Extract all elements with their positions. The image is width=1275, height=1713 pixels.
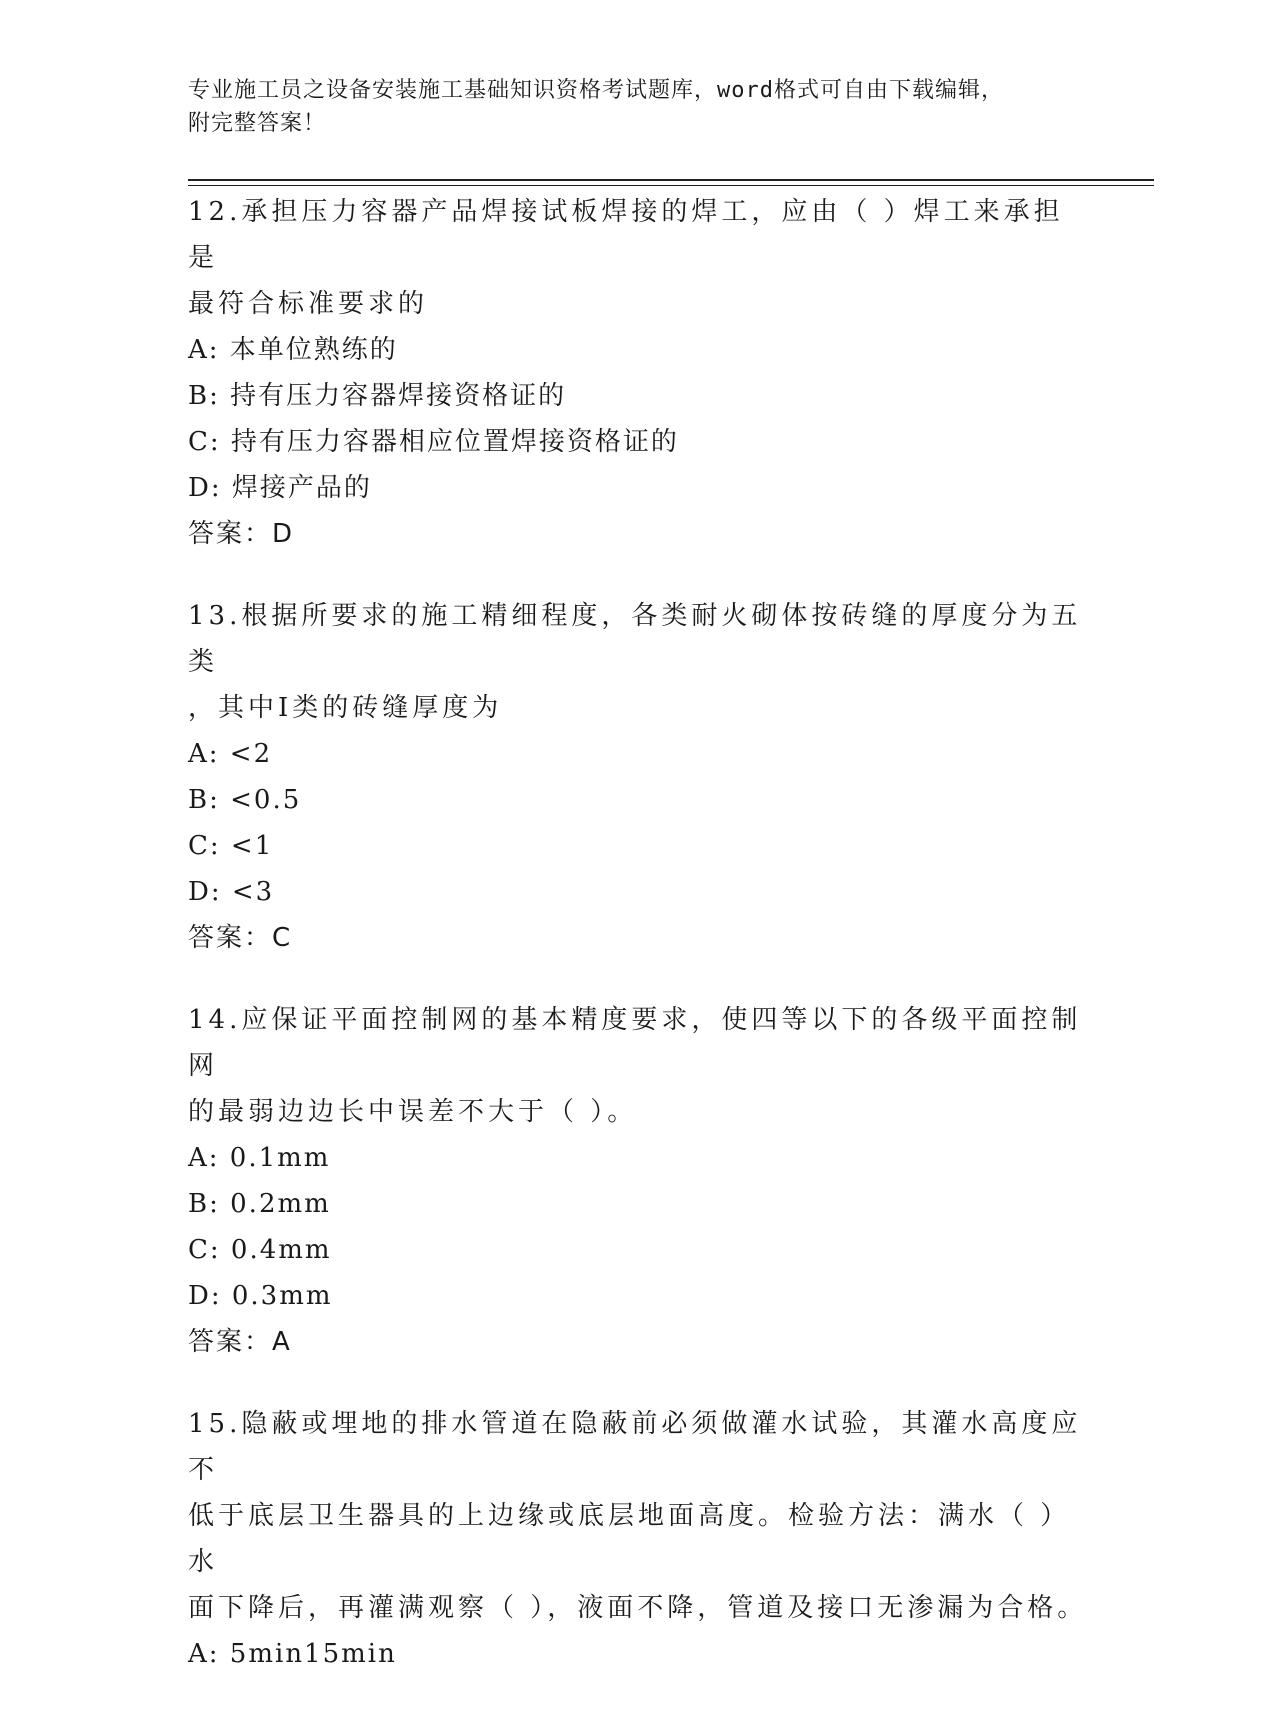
option-c: C: 0.4mm [188,1235,332,1265]
option-a: A: 0.1mm [188,1143,331,1173]
option-a: A: 本单位熟练的 [188,335,398,365]
answer-label: 答案：D [188,519,295,549]
question-stem-line: 的最弱边边长中误差不大于（ ）。 [188,1097,638,1127]
question-stem-line: 低于底层卫生器具的上边缘或底层地面高度。检验方法：满水（ ）水 [188,1501,1071,1577]
option-b: B: 0.2mm [188,1189,331,1219]
option-d: D: 0.3mm [188,1281,333,1311]
question-stem-line: 12.承担压力容器产品焊接试板焊接的焊工，应由（ ）焊工来承担是 [188,197,1064,273]
answer-label: 答案：A [188,1327,292,1357]
question-stem-line: 13.根据所要求的施工精细程度，各类耐火砌体按砖缝的厚度分为五类 [188,601,1082,677]
question-stem-line: 14.应保证平面控制网的基本精度要求，使四等以下的各级平面控制网 [188,1005,1082,1081]
question-stem [188,189,1088,327]
question-12 [188,189,1088,557]
question-15 [188,1401,1088,1677]
question-stem-line: 15.隐蔽或埋地的排水管道在隐蔽前必须做灌水试验，其灌水高度应不 [188,1409,1082,1485]
option-a: A: <2 [188,739,273,769]
question-stem [188,1401,1088,1631]
document-header [188,74,1088,140]
question-14 [188,997,1088,1365]
option-b: B: 持有压力容器焊接资格证的 [188,381,567,411]
header-line-2: 附完整答案！ [188,111,327,136]
question-list [188,189,1088,1713]
header-divider-thin [188,185,1154,186]
option-d: D: <3 [188,877,275,907]
question-13 [188,593,1088,961]
question-stem-line: 面下降后，再灌满观察（ ），液面不降，管道及接口无渗漏为合格。 [188,1593,1088,1623]
question-stem [188,997,1088,1135]
answer-label: 答案：C [188,923,293,953]
option-d: D: 焊接产品的 [188,473,372,503]
question-stem-line: ，其中Ⅰ类的砖缝厚度为 [188,693,503,723]
option-c: C: 持有压力容器相应位置焊接资格证的 [188,427,679,457]
header-divider-thick [188,179,1154,181]
option-c: C: <1 [188,831,274,861]
option-b: B: <0.5 [188,785,302,815]
question-stem-line: 最符合标准要求的 [188,289,429,319]
question-stem [188,593,1088,731]
option-a: A: 5min15min [188,1639,397,1669]
header-line-1: 专业施工员之设备安装施工基础知识资格考试题库，word格式可自由下载编辑， [188,78,1004,103]
